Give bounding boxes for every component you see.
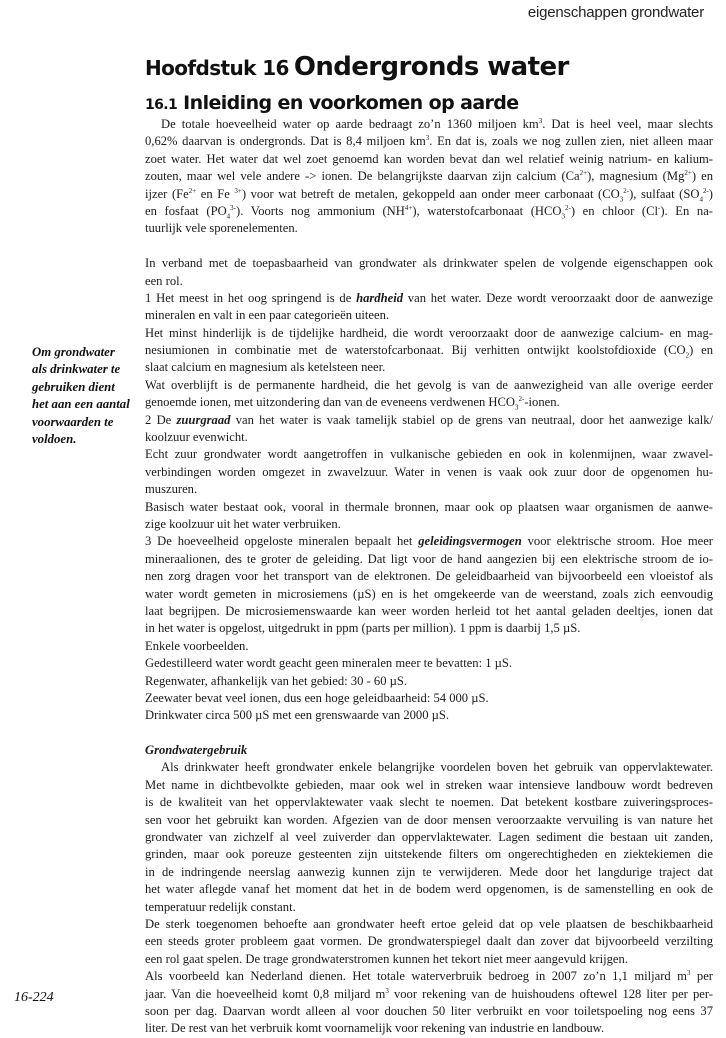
- text-line: In verband met de toepasbaarheid van grondwater als drinkwater spelen de volgende eigenschappen ook: [145, 256, 713, 271]
- text-line: in de indringende neerslag aanwezig kunnen zijn te verwijderen. Mede door het langdurige traject dat: [145, 864, 713, 879]
- text-line: De totale hoeveelheid water op aarde bedraagt zo’n 1360 miljoen $km^3$. Dat is heel veel, maar slechts: [161, 116, 713, 131]
- text-line: Als drinkwater heeft grondwater enkele belangrijke voordelen boven het gebruik van oppervlaktewater.: [161, 760, 713, 775]
- example-line: Gedestilleerd water wordt geacht geen mineralen meer te bevatten: 1 µS.: [145, 656, 513, 671]
- text-line: Basisch water bestaat ook, vooral in thermale bronnen, maar ook op plaatsen waar organismen de aanwe-: [145, 499, 713, 514]
- subheading: Grondwatergebruik: [145, 743, 248, 758]
- text-line: Het minst hinderlijk is de tijdelijke hardheid, die wordt veroorzaakt door de aanwezige calcium- en mag-: [145, 325, 713, 340]
- text-line: het water aflegde vanaf het moment dat het in de bodem werd opgenomen, is de samenstelling en ook de: [145, 882, 713, 897]
- margin-note: [32, 344, 142, 448]
- text-line: sen voor het gebruikt kan worden. Afgezien van de door mensen veroorzaakte vervuiling is van nature het: [145, 812, 713, 827]
- paragraph-hardness: [145, 290, 713, 412]
- section-title: [145, 92, 519, 114]
- term-zuurgraad: zuurgraad: [176, 412, 231, 427]
- margin-note-line: gebruiken dient: [32, 379, 115, 394]
- text-line: Wat overblijft is de permanente hardheid, die het gevolg is van de aanwezigheid van alle overige eerder: [145, 377, 713, 392]
- margin-note-line: voldoen.: [32, 432, 77, 447]
- text-line: tuurlijk vele sporenelementen.: [145, 221, 298, 236]
- text-line: ijzer ($Fe^{2+}$ en Fe $^{3+}$) voor wat betreft de metalen, gekoppeld aan onder meer carbonaat $(CO_3^{2-})$, sulfaat $(SO_4^{2-})$: [145, 186, 713, 204]
- page-number: 16-224: [14, 990, 54, 1005]
- chapter-name: Ondergronds water: [293, 52, 569, 82]
- text-line: Met name in dichtbevolkte gebieden, maar ook wel in streken waar intensieve landbouw wordt bedreven: [145, 777, 713, 792]
- term-hardheid: hardheid: [356, 290, 403, 305]
- example-line: Zeewater bevat veel ionen, dus een hoge geleidbaarheid: 54 000 µS.: [145, 690, 489, 705]
- text-line: koolzuur evenwicht.: [145, 430, 248, 445]
- text-line: muszuren.: [145, 482, 198, 497]
- chapter-label: Hoofdstuk 16: [145, 56, 289, 80]
- term-geleidingsvermogen: geleidingsvermogen: [418, 534, 522, 549]
- running-head: eigenschappen grondwater: [527, 4, 704, 21]
- text-line: in het water is opgelost, uitgedrukt in ppm (parts per million). 1 ppm is daarbij 1,5 µS.: [145, 621, 581, 636]
- body-text: [145, 116, 713, 1038]
- text-line: 1 Het meest in het oog springend is de hardheid van het water. Deze wordt veroorzaakt door de aanwezige: [145, 290, 713, 305]
- text-line: is de kwaliteit van het oppervlaktewater vaak slecht te noemen. Dat betekent kostbare zuiveringsproces-: [145, 795, 713, 810]
- text-line: water wordt gemeten in microsiemens (µS) en is het omgekeerde van de weerstand, zoals zich eenvoudig: [145, 586, 713, 601]
- text-line: grondwater van zichzelf al veel zuiverder dan oppervlaktewater. Lagen sediment die bestaan uit zanden,: [145, 830, 713, 845]
- paragraph-properties-intro: [145, 255, 713, 290]
- example-line: Drinkwater circa 500 µS met een grenswaarde van 2000 µS.: [145, 708, 450, 723]
- text-line: genoemde ionen, met uitzondering dan van de eveneens verdwenen $HCO_3^{2-}$-ionen.: [145, 395, 560, 412]
- margin-note-line: het aan een aantal: [32, 397, 130, 412]
- text-line: zouten, maar wel vele andere -> ionen. De belangrijkste daarvan zijn calcium $(Ca^{2+})$, magnesium $(Mg^{2+})$ en: [145, 168, 713, 184]
- section-name: Inleiding en voorkomen op aarde: [183, 92, 519, 114]
- text-line: 2 De zuurgraad van het water is vaak tamelijk stabiel op de grens van neutraal, door het aanwezige kalk/: [145, 412, 713, 427]
- text-line: slaat calcium en magnesium als ketelsteen neer.: [145, 360, 386, 375]
- chapter-title: [145, 52, 569, 82]
- text-line: nesiumionen in combinatie met de waterstofcarbonaat. Bij verhitten ontwijkt koolstofdioxide $(CO_2)$ en: [145, 343, 713, 360]
- text-line: en fosfaat $(PO_4^{3-})$. Voorts nog ammonium $(NH^{4+})$, waterstofcarbonaat $(HCO_3^{2-})$ en chloor (Cl-). En na-: [145, 203, 713, 221]
- text-line: zige koolzuur uit het water verbruiken.: [145, 516, 341, 531]
- margin-note-line: Om grondwater: [32, 345, 115, 359]
- text-line: een steeds groter probleem gaat vormen. De grondwaterspiegel daalt dan zover dat bijvoorbeeld verzilting: [145, 934, 713, 949]
- paragraph-conductivity: [145, 533, 713, 724]
- text-line: jaar. Van die hoeveelheid komt 0,8 miljard $m^3$ voor rekening van de huishoudens oftewel 128 liter per per-: [145, 986, 713, 1001]
- text-line: Als voorbeeld kan Nederland dienen. Het totale waterverbruik bedroeg in 2007 zo’n 1,1 miljard $m^3$ per: [145, 968, 713, 984]
- text-line: een rol.: [145, 273, 183, 288]
- text-line: Echt zuur grondwater wordt aangetroffen in vulkanische gebieden en ook in kolenmijnen, waar zwavel-: [145, 447, 713, 462]
- text-line: mineraalionen, des te groter de geleiding. Dat ligt voor de hand aangezien bij een elektrische stroom de io-: [145, 551, 713, 566]
- text-line: liter. De rest van het verbruik komt voornamelijk voor rekening van industrie en landbouw.: [145, 1021, 605, 1036]
- text-line: mineralen en valt in een paar categorieën uiteen.: [145, 308, 390, 323]
- text-line: laat begrijpen. De microsiemenswaarde kan weer worden herleid tot het aantal geladen deeltjes, ionen dat: [145, 603, 713, 618]
- paragraph-acidity: [145, 412, 713, 534]
- text-line: soon per dag. Daarvan wordt alleen al voor douchen 50 liter verbruikt en voor toiletspoeling nog eens 37: [145, 1003, 713, 1018]
- text-line: Enkele voorbeelden.: [145, 638, 249, 653]
- margin-note-line: voorwaarden te: [32, 414, 114, 429]
- text-line: verbindingen worden omgezet in zwavelzuur. Water in venen is vaak ook zuur door de opgenomen hu-: [145, 464, 713, 479]
- text-line: grinden, maar ook poreuze gesteenten zijn uitstekende filters om ongerechtigheden en ziektekiemen die: [145, 847, 713, 862]
- example-line: Regenwater, afhankelijk van het gebied: 30 - 60 µS.: [145, 673, 408, 688]
- text-line: zoet water. Het water dat wel zoet genoemd kan worden bevat dan wel relatief weinig natrium- en kalium-: [145, 151, 713, 166]
- paragraph-intro: [145, 116, 713, 238]
- text-line: De sterk toegenomen behoefte aan grondwater heeft ertoe geleid dat op vele plaatsen de beschikbaarheid: [145, 916, 713, 931]
- text-line: 3 De hoeveelheid opgeloste mineralen bepaalt het geleidingsvermogen voor elektrische stroom. Hoe meer: [145, 534, 713, 549]
- text-line: een rol gaat spelen. De trage grondwaterstromen kunnen het tekort niet meer aangevuld krijgen.: [145, 951, 628, 966]
- section-number: 16.1: [145, 97, 178, 113]
- margin-note-line: als drinkwater te: [32, 362, 121, 377]
- text-line: 0,62% daarvan is ondergronds. Dat is 8,4 miljoen $km^3$. En dat is, zoals we nog zullen zien, niet alleen maar: [145, 134, 713, 149]
- paragraph-groundwater-use: [145, 759, 713, 1037]
- text-line: temperatuur redelijk constant.: [145, 899, 296, 914]
- text-line: nen zorg dragen voor het transport van de elektronen. De geleidbaarheid van bijvoorbeeld een vloeistof als: [145, 569, 713, 584]
